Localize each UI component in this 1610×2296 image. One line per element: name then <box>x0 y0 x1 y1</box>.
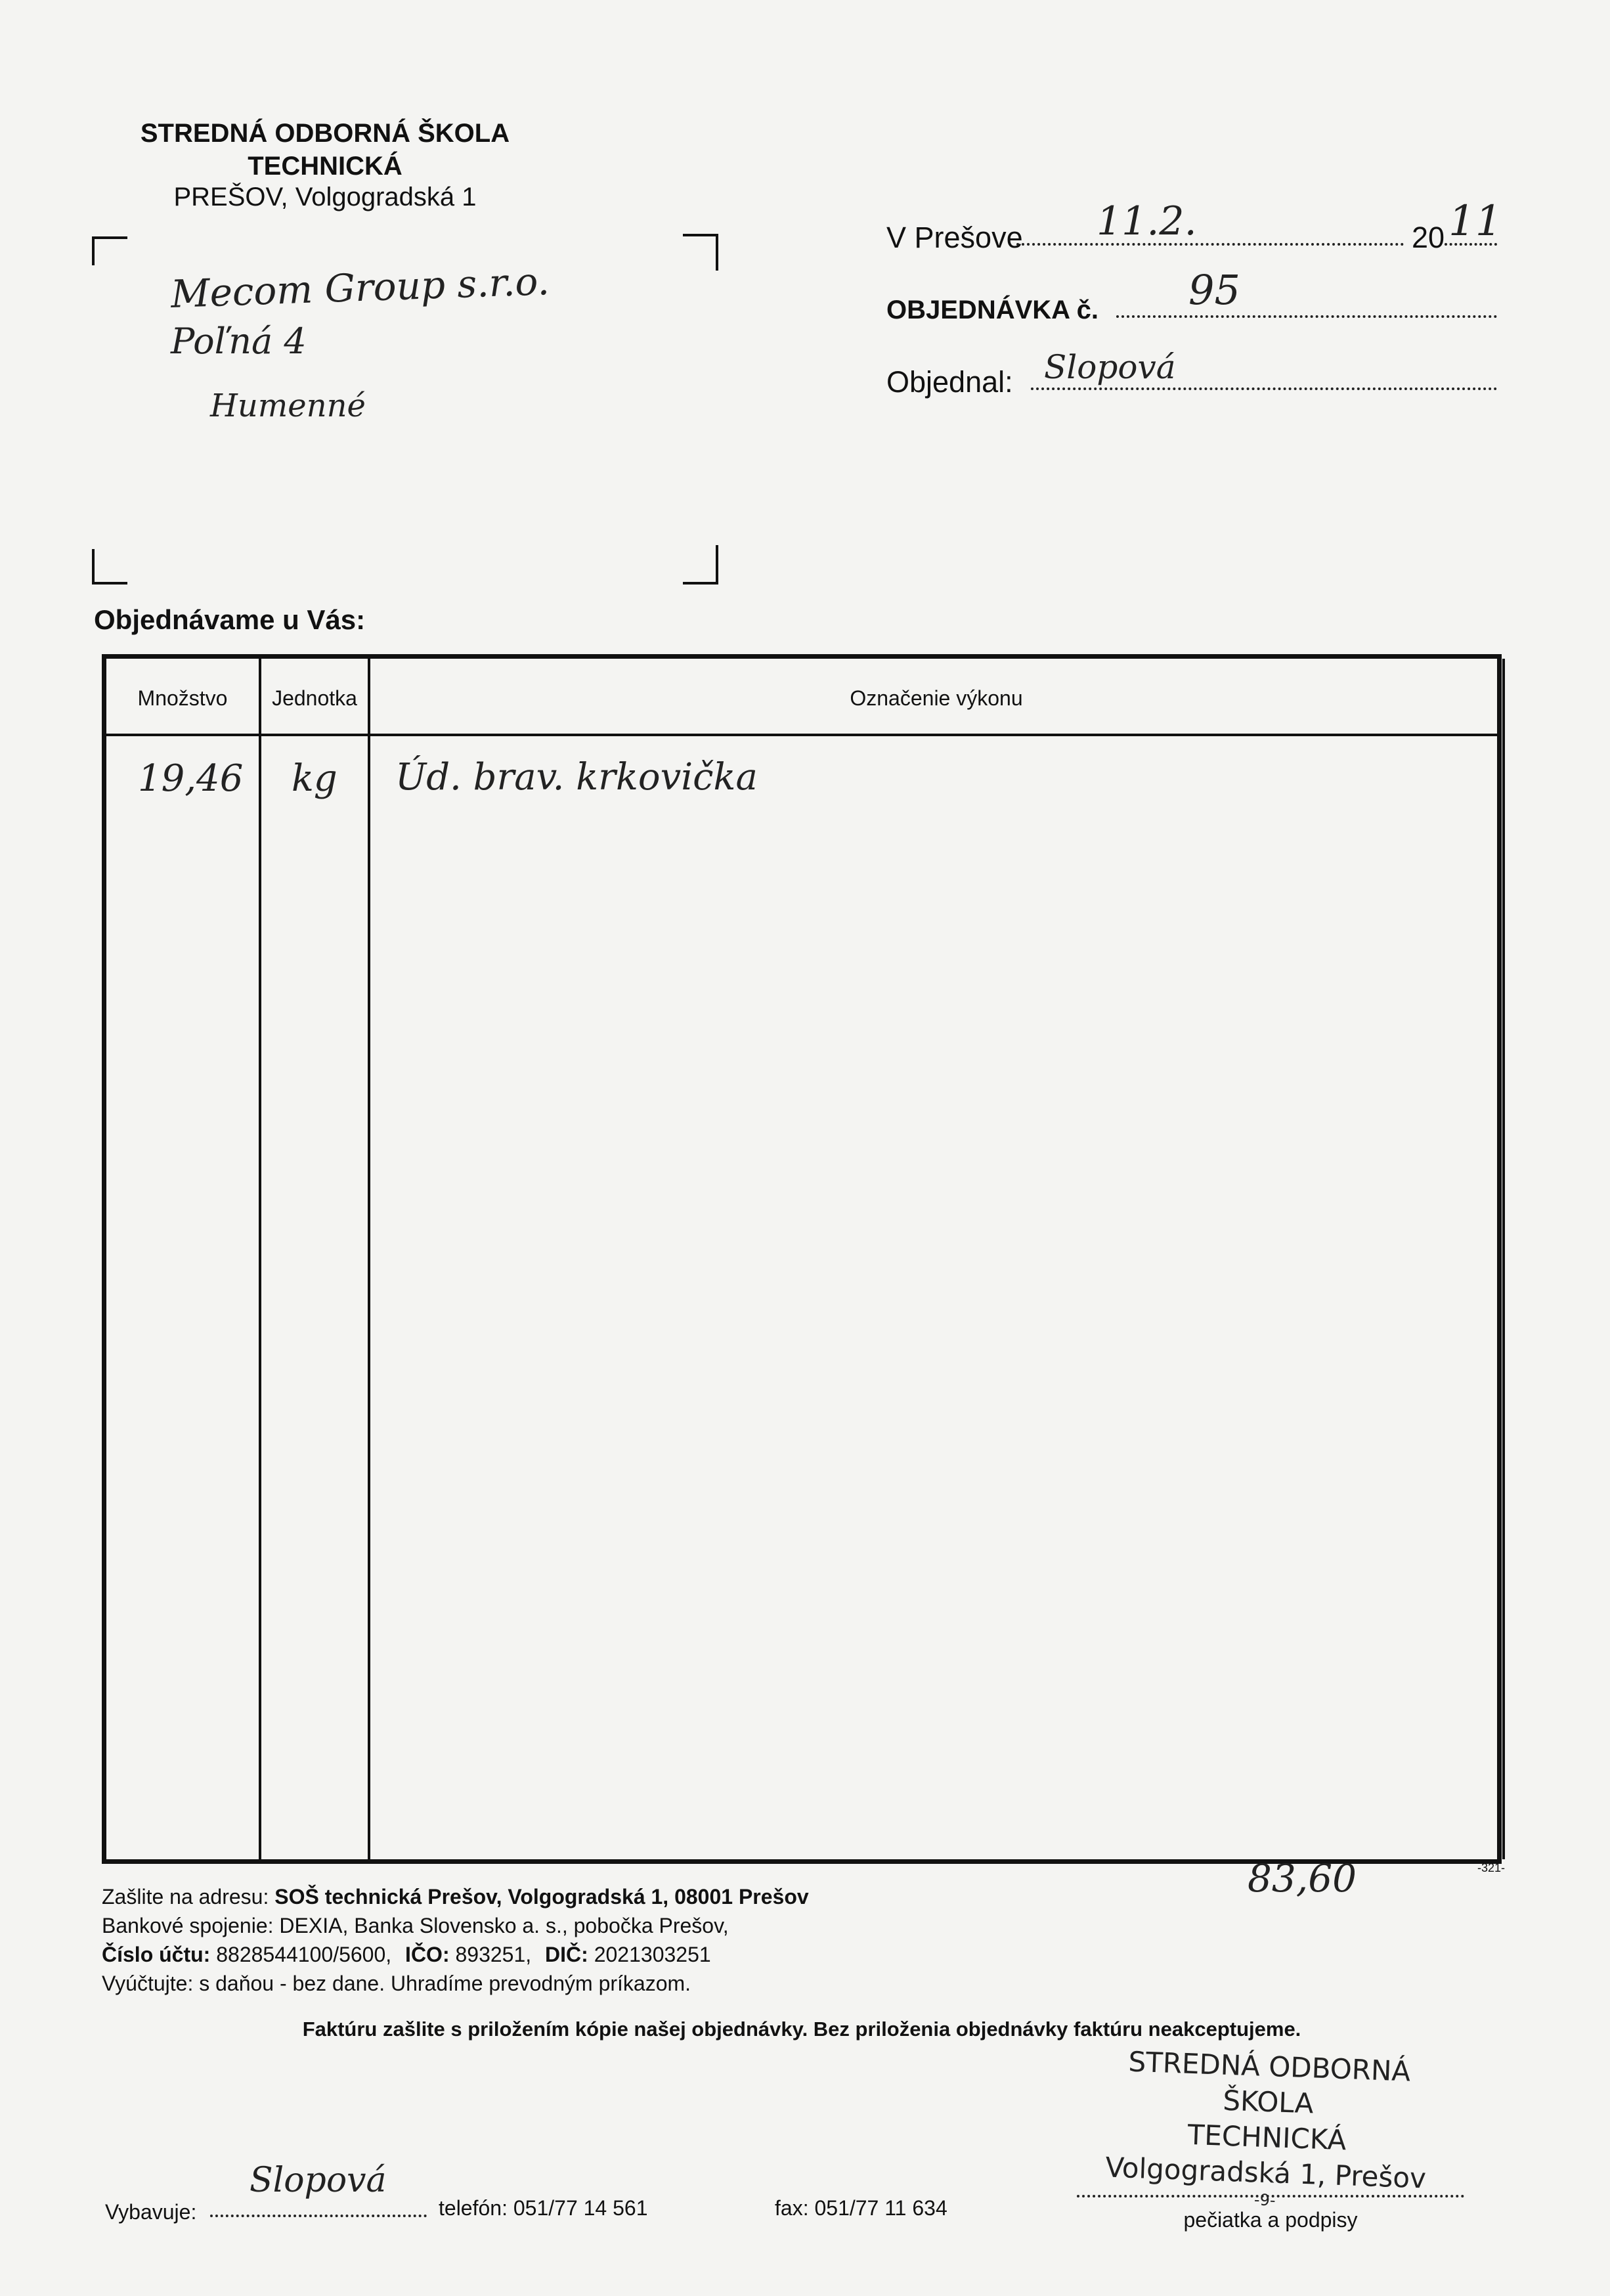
row-quantity: 19,46 <box>138 757 244 800</box>
phone-label: telefón: <box>439 2196 508 2220</box>
invoice-note: Faktúru zašlite s priložením kópie našej objednávky. Bez priloženia objednávky faktúru neakceptujeme. <box>302 2018 1301 2041</box>
recipient-line1: Mecom Group s.r.o. <box>169 258 550 317</box>
stamp-line2: TECHNICKÁ <box>1186 2118 1347 2157</box>
school-name-line1: STREDNÁ ODBORNÁ ŠKOLA <box>140 119 510 148</box>
place-label: V Prešove <box>886 221 1023 254</box>
account-row <box>102 1940 1087 1969</box>
bank-row <box>102 1911 1087 1940</box>
bank-label: Bankové spojenie: <box>102 1914 274 1937</box>
date-dotted-line <box>1016 243 1404 246</box>
send-value: SOŠ technická Prešov, Volgogradská 1, 08001 Prešov <box>274 1885 809 1909</box>
stamp-line1: STREDNÁ ODBORNÁ ŠKOLA <box>1127 2045 1411 2120</box>
issued-by-value: Slopová <box>250 2161 387 2200</box>
total-handwritten: 83,60 <box>1248 1856 1357 1901</box>
dic-label: DIČ: <box>545 1943 588 1966</box>
address-corner-top-right <box>683 234 718 271</box>
fax-label: fax: <box>775 2196 809 2220</box>
table-code: -321- <box>1477 1861 1506 1874</box>
dic-value: 2021303251 <box>594 1943 711 1966</box>
phone-value: 051/77 14 561 <box>513 2196 648 2220</box>
address-corner-top-left <box>92 236 127 265</box>
recipient-line3: Humenné <box>210 387 366 424</box>
order-table <box>102 654 1502 1864</box>
order-title: Objednávame u Vás: <box>94 604 366 635</box>
account-label: Číslo účtu: <box>102 1943 211 1966</box>
signature-dotted-line <box>1077 2195 1464 2197</box>
ordered-by-label: Objednal: <box>886 365 1013 399</box>
school-address: PREŠOV, Volgogradská 1 <box>173 183 477 211</box>
table-col-separator-3 <box>1502 659 1505 1859</box>
ordered-by-dotted-line <box>1031 387 1497 390</box>
stamp-line4: -9- <box>1253 2190 1276 2210</box>
account-value: 8828544100/5600, <box>216 1943 392 1966</box>
signature-label: pečiatka a podpisy <box>1183 2208 1358 2232</box>
send-address-row <box>102 1882 1087 1911</box>
fax-value: 051/77 11 634 <box>814 2196 947 2220</box>
header-description: Označenie výkonu <box>850 686 1023 710</box>
ico-label: IČO: <box>405 1943 450 1966</box>
year-value: 11 <box>1448 197 1502 246</box>
bank-value: DEXIA, Banka Slovensko a. s., pobočka Prešov, <box>279 1914 729 1937</box>
year-dotted-line <box>1445 243 1497 246</box>
row-unit: kg <box>292 757 337 800</box>
stamp-line3: Volgogradská 1, Prešov <box>1104 2151 1427 2195</box>
ordered-by-value: Slopová <box>1044 348 1176 386</box>
order-number: 95 <box>1188 266 1240 314</box>
school-name <box>112 117 538 183</box>
address-corner-bottom-left <box>92 549 127 585</box>
issued-by-label: Vybavuje: <box>105 2200 197 2224</box>
date-value: 11.2. <box>1097 198 1197 244</box>
recipient-line2: Poľná 4 <box>171 320 307 362</box>
ico-value: 893251, <box>455 1943 532 1966</box>
row-description: Úd. brav. krkovička <box>395 756 758 799</box>
school-stamp <box>1074 2042 1460 2216</box>
footer-info <box>102 1882 1087 1998</box>
fax-row <box>775 2194 947 2222</box>
year-prefix: 20 <box>1412 221 1445 254</box>
school-name-line2: TECHNICKÁ <box>248 152 402 181</box>
header-unit: Jednotka <box>272 686 357 710</box>
send-label: Zašlite na adresu: <box>102 1885 269 1909</box>
billing-value: s daňou - bez dane. Uhradíme prevodným príkazom. <box>199 1972 691 1995</box>
address-corner-bottom-right <box>683 545 718 585</box>
order-dotted-line <box>1116 315 1497 318</box>
billing-label: Vyúčtujte: <box>102 1972 194 1995</box>
issued-by-dotted-line <box>210 2215 427 2217</box>
table-col-separator-1 <box>259 659 261 1859</box>
billing-row <box>102 1969 1087 1998</box>
header-quantity: Množstvo <box>137 686 228 710</box>
phone-row <box>439 2194 648 2222</box>
table-col-separator-2 <box>368 659 370 1859</box>
order-label: OBJEDNÁVKA č. <box>886 296 1099 324</box>
